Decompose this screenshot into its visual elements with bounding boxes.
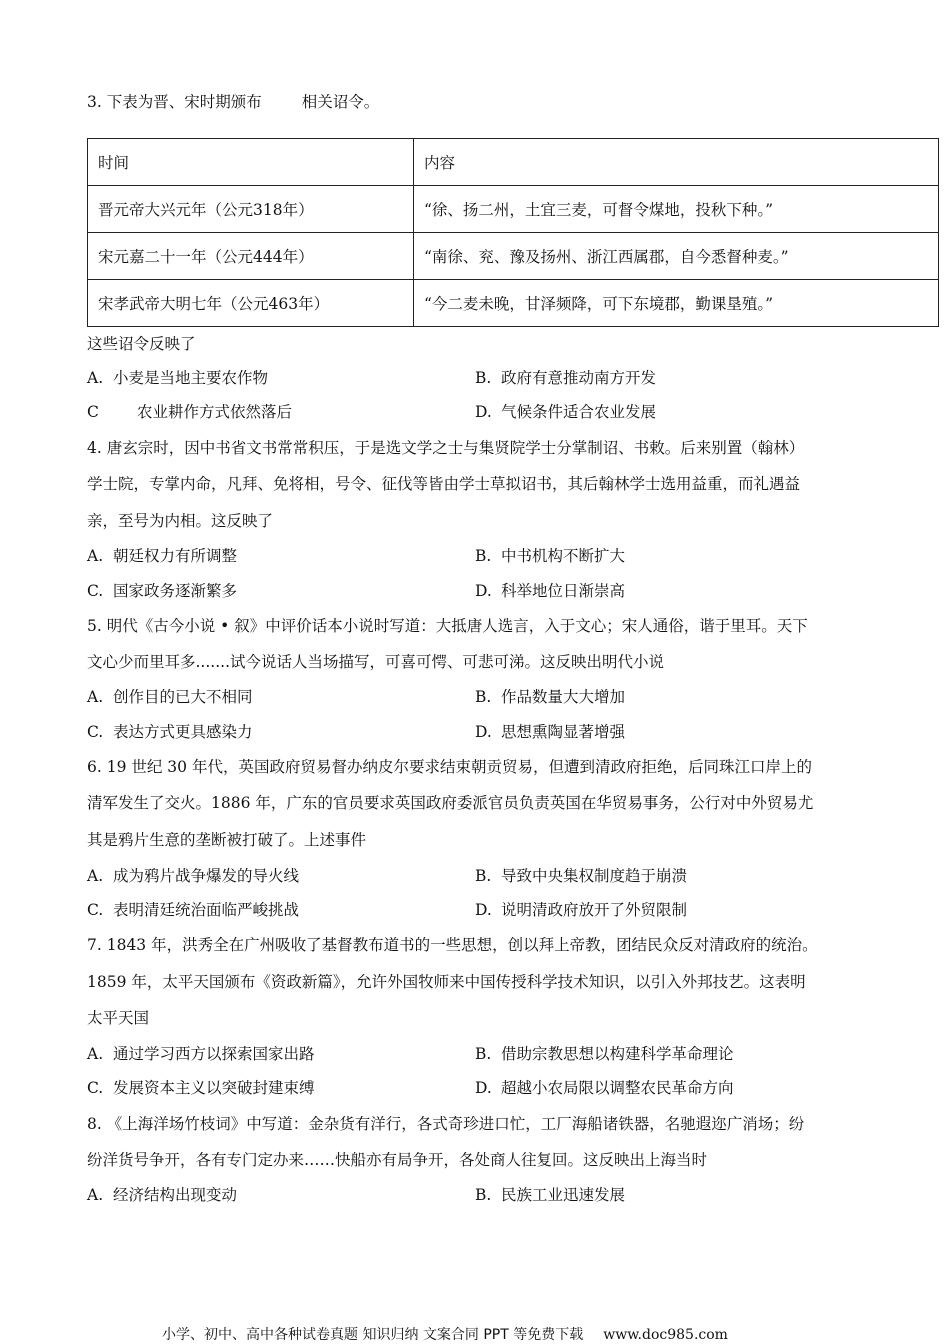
q3-after: 这些诏令反映了 bbox=[87, 335, 196, 353]
footer-text: 小学、初中、高中各种试卷真题 知识归纳 文案合同 PPT 等免费下载 bbox=[162, 1327, 584, 1343]
q5-stem-line: 5. 明代《古今小说 • 叙》中评价话本小说时写道：大抵唐人选言，入于文心；宋人通俗，谐于里耳。天下 bbox=[87, 617, 808, 635]
q7-option-a[interactable] bbox=[87, 1044, 315, 1064]
option-text: 借助宗教思想以构建科学革命理论 bbox=[501, 1045, 734, 1063]
q6-stem-line: 其是鸦片生意的垄断被打破了。上述事件 bbox=[87, 831, 367, 849]
option-letter: B. bbox=[475, 369, 492, 387]
option-text: 作品数量大大增加 bbox=[501, 688, 626, 706]
option-letter: A. bbox=[87, 867, 104, 885]
option-letter: C. bbox=[87, 901, 104, 919]
option-letter: D. bbox=[475, 723, 492, 741]
option-text: 气候条件适合农业发展 bbox=[501, 403, 657, 421]
option-letter: B. bbox=[475, 688, 492, 706]
q7-stem-line: 7. 1843 年，洪秀全在广州吸收了基督教布道书的一些思想，创以拜上帝教，团结民众反对清政府的统治。 bbox=[87, 936, 818, 954]
option-text: 说明清政府放开了外贸限制 bbox=[501, 901, 688, 919]
q3-stem-part-b: 相关诏令。 bbox=[301, 93, 380, 111]
option-letter: A. bbox=[87, 1186, 104, 1204]
q3-option-d[interactable] bbox=[475, 402, 656, 422]
edict-table bbox=[87, 138, 939, 327]
footer-url-link[interactable]: www.doc985.com bbox=[603, 1327, 728, 1343]
option-text: 通过学习西方以探索国家出路 bbox=[113, 1045, 315, 1063]
table-cell-content: “今二麦未晚，甘泽频降，可下东境郡，勤课垦殖。” bbox=[414, 280, 939, 327]
q8-option-a[interactable] bbox=[87, 1185, 237, 1205]
option-letter: D. bbox=[475, 901, 492, 919]
option-text: 中书机构不断扩大 bbox=[501, 547, 626, 565]
option-text: 超越小农局限以调整农民革命方向 bbox=[501, 1079, 734, 1097]
q6-stem-line: 清军发生了交火。1886 年，广东的官员要求英国政府委派官员负责英国在华贸易事务，公行对中外贸易尤 bbox=[87, 794, 814, 812]
option-text: 成为鸦片战争爆发的导火线 bbox=[113, 867, 300, 885]
option-text: 经济结构出现变动 bbox=[113, 1186, 238, 1204]
option-text: 表明清廷统治面临严峻挑战 bbox=[113, 901, 300, 919]
q6-option-a[interactable] bbox=[87, 866, 299, 886]
table-cell-time: 宋孝武帝大明七年（公元463年） bbox=[88, 280, 414, 327]
q6-option-d[interactable] bbox=[475, 900, 687, 920]
q8-option-b[interactable] bbox=[475, 1185, 625, 1205]
table-cell-time: 宋元嘉二十一年（公元444年） bbox=[88, 233, 414, 280]
option-text: 发展资本主义以突破封建束缚 bbox=[113, 1079, 315, 1097]
q4-option-d[interactable] bbox=[475, 581, 625, 601]
q4-option-c[interactable] bbox=[87, 581, 237, 601]
q4-option-b[interactable] bbox=[475, 546, 625, 566]
q3-stem bbox=[87, 92, 379, 112]
q6-option-b[interactable] bbox=[475, 866, 687, 886]
q7-stem-line: 太平天国 bbox=[87, 1009, 150, 1027]
page-footer bbox=[162, 1324, 728, 1344]
q4-option-a[interactable] bbox=[87, 546, 237, 566]
option-text: 科举地位日渐崇高 bbox=[501, 582, 626, 600]
q5-option-b[interactable] bbox=[475, 687, 625, 707]
option-letter: A. bbox=[87, 1045, 104, 1063]
table-row bbox=[88, 186, 939, 233]
table-header-content: 内容 bbox=[414, 139, 939, 186]
table-header-time: 时间 bbox=[88, 139, 414, 186]
q5-stem-line: 文心少而里耳多.......试今说话人当场描写，可喜可愕、可悲可涕。这反映出明代小说 bbox=[87, 653, 664, 671]
table-cell-time: 晋元帝大兴元年（公元318年） bbox=[88, 186, 414, 233]
q3-option-a[interactable] bbox=[87, 368, 268, 388]
option-letter: C. bbox=[87, 1079, 104, 1097]
option-letter: C. bbox=[87, 582, 104, 600]
option-letter: B. bbox=[475, 867, 492, 885]
q5-option-a[interactable] bbox=[87, 687, 253, 707]
table-cell-content: “徐、扬二州，土宜三麦，可督令煤地，投秋下种。” bbox=[414, 186, 939, 233]
q4-stem-line: 4. 唐玄宗时，因中书省文书常常积压，于是选文学之士与集贤院学士分掌制诏、书敕。后来别置（翰林） bbox=[87, 439, 805, 457]
table-header-row bbox=[88, 139, 939, 186]
q4-stem-line: 亲，至号为内相。这反映了 bbox=[87, 512, 274, 530]
option-text: 政府有意推动南方开发 bbox=[501, 369, 657, 387]
q5-option-d[interactable] bbox=[475, 722, 625, 742]
option-text: 小麦是当地主要农作物 bbox=[113, 369, 269, 387]
option-letter: A. bbox=[87, 688, 104, 706]
option-text: 民族工业迅速发展 bbox=[501, 1186, 626, 1204]
q6-stem-line: 6. 19 世纪 30 年代，英国政府贸易督办纳皮尔要求结束朝贡贸易，但遭到清政府拒绝，后同珠江口岸上的 bbox=[87, 758, 812, 776]
option-letter: B. bbox=[475, 1045, 492, 1063]
table-row bbox=[88, 280, 939, 327]
table-row bbox=[88, 233, 939, 280]
option-text: 朝廷权力有所调整 bbox=[113, 547, 238, 565]
option-text: 国家政务逐渐繁多 bbox=[113, 582, 238, 600]
q8-stem-line: 纷洋货号争开，各有专门定办来……快船亦有局争开，各处商人往复回。这反映出上海当时 bbox=[87, 1151, 708, 1169]
q7-option-b[interactable] bbox=[475, 1044, 734, 1064]
option-letter: B. bbox=[475, 1186, 492, 1204]
option-letter: D. bbox=[475, 1079, 492, 1097]
q5-option-c[interactable] bbox=[87, 722, 253, 742]
q4-stem-line: 学士院，专掌内命，凡拜、免将相，号令、征伐等皆由学士草拟诏书，其后翰林学士选用益重，而礼遇益 bbox=[87, 475, 801, 493]
option-text: 农业耕作方式依然落后 bbox=[137, 403, 293, 421]
q3-option-c[interactable] bbox=[87, 402, 292, 422]
q7-option-c[interactable] bbox=[87, 1078, 315, 1098]
option-text: 思想熏陶显著增强 bbox=[501, 723, 626, 741]
q7-option-d[interactable] bbox=[475, 1078, 734, 1098]
table-cell-content: “南徐、兖、豫及扬州、浙江西属郡，自今悉督种麦。” bbox=[414, 233, 939, 280]
q7-stem-line: 1859 年，太平天国颁布《资政新篇》，允许外国牧师来中国传授科学技术知识，以引入外邦技艺。这表明 bbox=[87, 973, 806, 991]
q8-stem-line: 8. 《上海洋场竹枝词》中写道：金杂货有洋行，各式奇珍进口忙，工厂海船诸铁器，名驰遐迩广消场；纷 bbox=[87, 1115, 805, 1133]
option-letter: C bbox=[87, 403, 99, 421]
option-letter: B. bbox=[475, 547, 492, 565]
option-letter: C. bbox=[87, 723, 104, 741]
option-letter: D. bbox=[475, 582, 492, 600]
option-text: 表达方式更具感染力 bbox=[113, 723, 253, 741]
option-text: 导致中央集权制度趋于崩溃 bbox=[501, 867, 688, 885]
q3-option-b[interactable] bbox=[475, 368, 656, 388]
q6-option-c[interactable] bbox=[87, 900, 299, 920]
q3-stem-part-a: 3. 下表为晋、宋时期颁布 bbox=[87, 93, 262, 111]
option-letter: A. bbox=[87, 369, 104, 387]
option-letter: A. bbox=[87, 547, 104, 565]
option-text: 创作目的已大不相同 bbox=[113, 688, 253, 706]
option-letter: D. bbox=[475, 403, 492, 421]
